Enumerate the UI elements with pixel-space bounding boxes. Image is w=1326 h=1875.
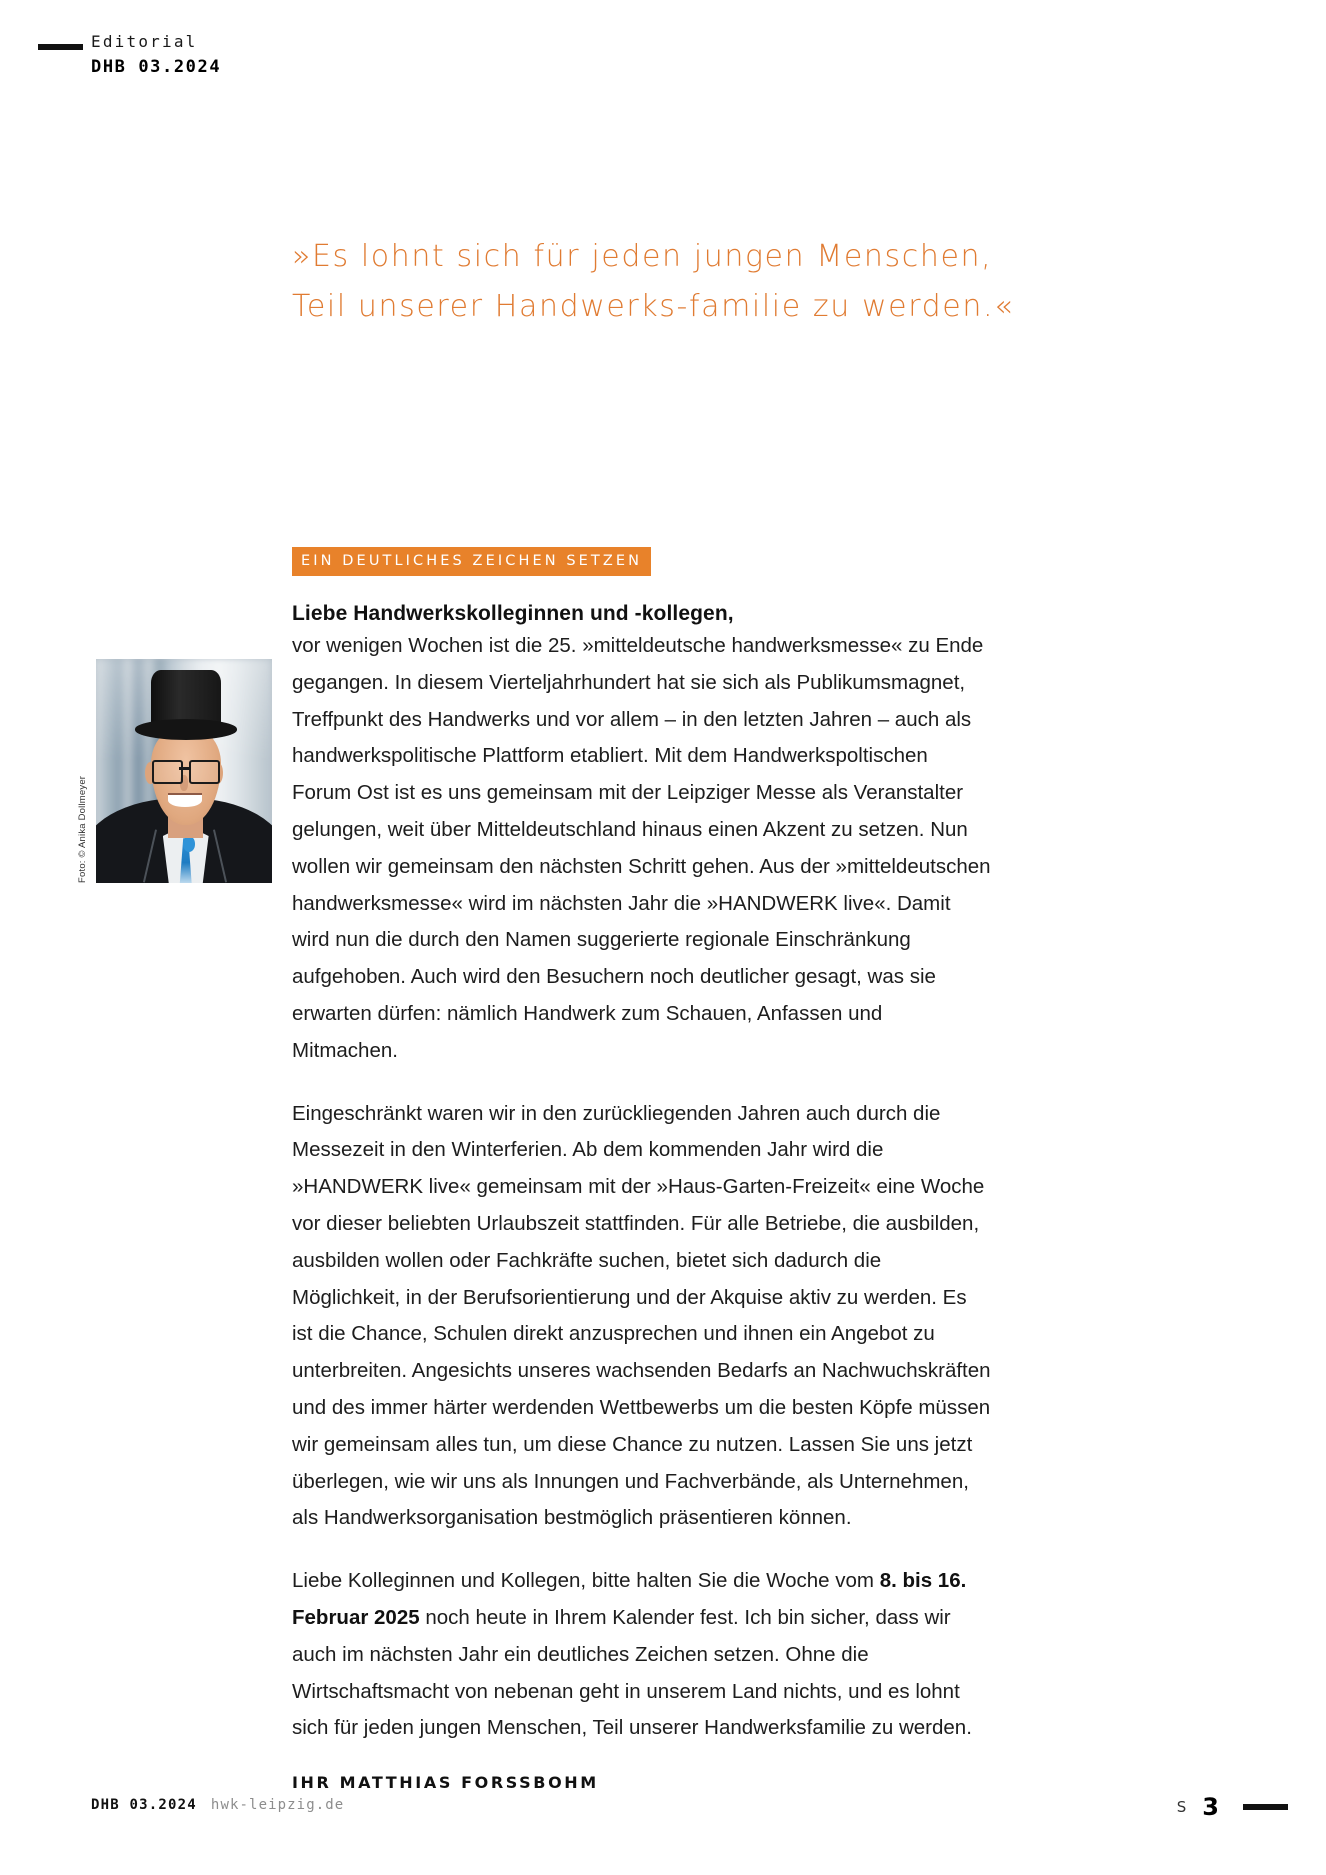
page-footer <box>0 1793 1326 1827</box>
salutation: Liebe Handwerkskolleginnen und -kollegen, <box>292 602 734 625</box>
paragraph-1: vor wenigen Wochen ist die 25. »mitteldeutsche handwerksmesse« zu Ende gegangen. In diesem Vierteljahrhundert hat sie sich als Publikumsmagnet, Treffpunkt des Handwerks und vor allem – in den letzten Jahren – auch als handwerkspolitische Plattform etabliert. Mit dem Handwerkspoltischen Forum Ost ist es uns gemeinsam mit der Leipziger Messe als Veranstalter gelungen, weit über Mitteldeutschland hinaus einen Akzent zu setzen. Nun wollen wir gemeinsam den nächsten Schritt gehen. Aus der »mitteldeutschen handwerksmesse« wird im nächsten Jahr die »HANDWERK live«. Damit wird nun die durch den Namen suggerierte regionale Einschränkung aufgehoben. Auch wird den Besuchern noch deutlicher gesagt, was sie erwarten dürfen: nämlich Handwerk zum Schauen, Anfassen und Mitmachen. <box>292 634 991 1062</box>
header-text-group <box>91 30 221 80</box>
section-kicker: Editorial <box>91 32 198 51</box>
author-signature: IHR MATTHIAS FORSSBOHM <box>292 1773 599 1793</box>
pull-quote: »Es lohnt sich für jeden jungen Menschen, Teil unserer Handwerks‑familie zu werden.« <box>292 239 1015 324</box>
footer-right-group <box>1177 1793 1288 1821</box>
page-label: S <box>1176 1798 1187 1816</box>
paragraph-3-tail: noch heute in Ihrem Kalender fest. Ich bin sicher, dass wir auch im nächsten Jahr ein deutliches Zeichen setzen. Ohne die Wirtschaftsmacht von nebenan geht in unserem Land nichts, und es lohnt sich für jeden jungen Menschen, Teil unserer Handwerksfamilie zu werden. <box>292 1605 972 1740</box>
author-photo <box>96 659 272 883</box>
footer-left-group <box>91 1797 344 1813</box>
photo-necktie-knot <box>183 836 195 852</box>
footer-issue: DHB 03.2024 <box>91 1797 197 1813</box>
issue-label: DHB 03.2024 <box>91 57 222 77</box>
footer-rule <box>1243 1804 1288 1810</box>
footer-website-link[interactable]: hwk-leipzig.de <box>210 1797 345 1813</box>
paragraph-2: Eingeschränkt waren wir in den zurückliegenden Jahren auch durch die Messezeit in den Winterferien. Ab dem kommenden Jahr wird die »HANDWERK live« gemeinsam mit der »Haus-Garten-Freizeit« eine Woche vor dieser beliebten Urlaubszeit stattfinden. Für alle Betriebe, die ausbilden, ausbilden wollen oder Fachkräfte suchen, bietet sich dadurch die Möglichkeit, in der Berufsorientierung und der Akquise aktiv zu werden. Es ist die Chance, Schulen direkt anzusprechen und ihnen ein Angebot zu unterbreiten. Angesichts unseres wachsenden Bedarfs an Nachwuchskräften und des immer härter werdenden Wettbewerbs um die besten Köpfe müssen wir gemeinsam alles tun, um diese Chance zu nutzen. Lassen Sie uns jetzt überlegen, wie wir uns als Innungen und Fachverbände, als Unternehmen, als Handwerksorganisation bestmöglich präsentieren können. <box>292 1101 991 1530</box>
paragraph-3 <box>292 1563 992 1747</box>
photo-glasses-bridge <box>179 767 190 769</box>
article-body <box>292 547 992 1792</box>
photo-credit: Foto: © Anika Dollmeyer <box>77 775 88 883</box>
section-badge: EIN DEUTLICHES ZEICHEN SETZEN <box>292 547 651 576</box>
photo-top-hat-brim <box>135 719 237 739</box>
page-header <box>0 30 1326 100</box>
header-rule <box>38 44 83 50</box>
author-photo-block <box>77 659 272 883</box>
photo-glasses-left <box>152 760 182 784</box>
photo-smile <box>168 793 201 806</box>
event-date-highlight: 8. bis 16. Februar 2025 <box>292 1569 967 1629</box>
article-text <box>292 628 992 1747</box>
photo-glasses-right <box>189 760 219 784</box>
paragraph-3-lead: Liebe Kolleginnen und Kollegen, bitte halten Sie die Woche vom <box>292 1569 880 1593</box>
page-number: 3 <box>1202 1793 1219 1821</box>
